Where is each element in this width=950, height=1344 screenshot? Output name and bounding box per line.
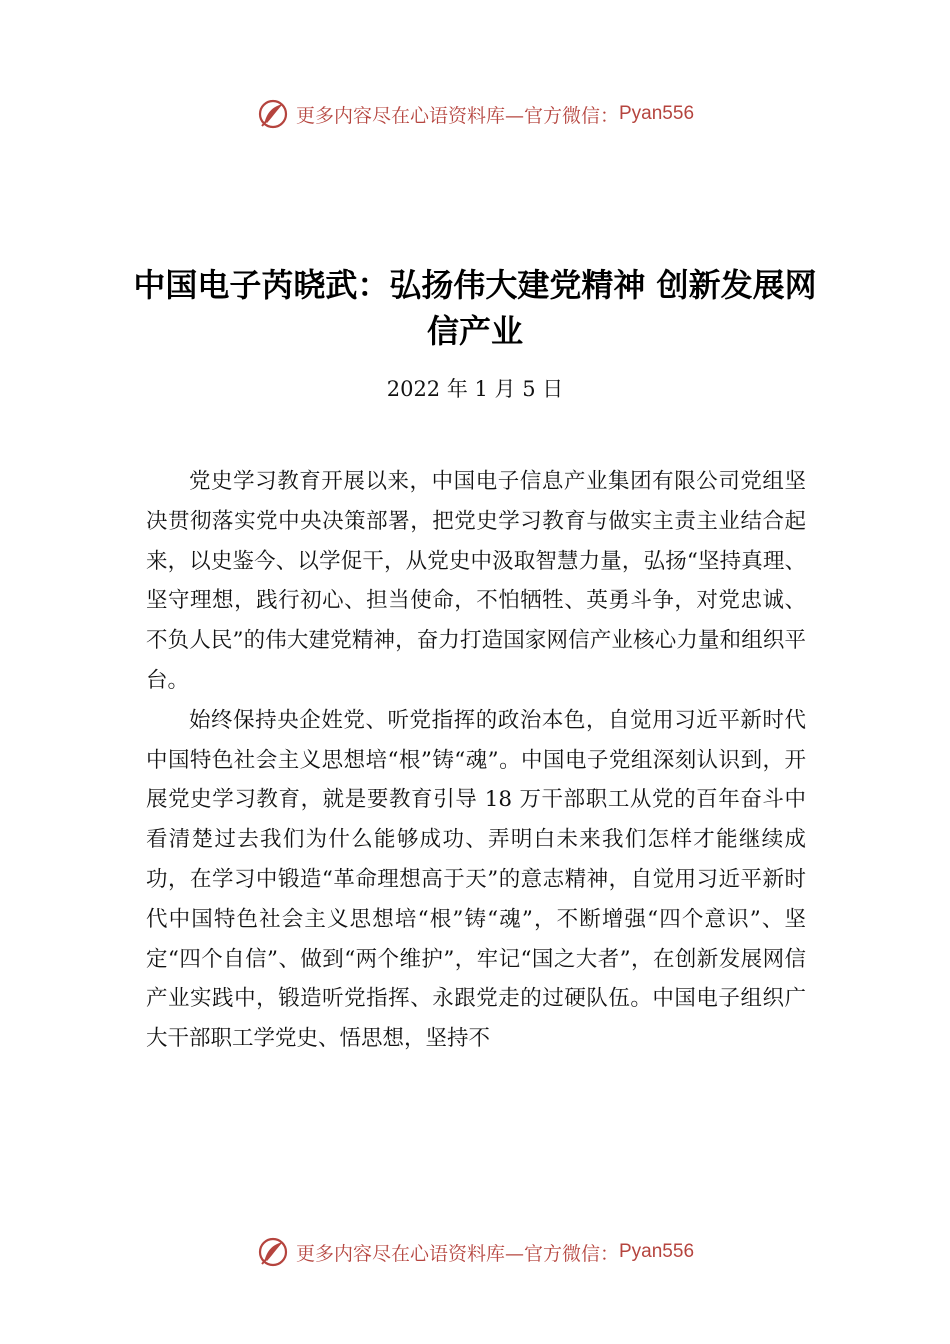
banner-text: 更多内容尽在心语资料库—官方微信： (295, 104, 619, 127)
article-date: 2022 年 1 月 5 日 (386, 377, 564, 401)
wechat-id: Pyan556 (619, 1241, 695, 1262)
paragraph: 党史学习教育开展以来，中国电子信息产业集团有限公司党组坚决贯彻落实党中央决策部署，把党史学习教育与做实主责主业结合起来，以史鉴今、以学促干，从党史中汲取智慧力量，弘扬“坚持真理、坚守理想，践行初心、担当使命，不怕牺牲、英勇斗争，对党忠诚、不负人民”的伟大建党精神，奋力打造国家网信产业核心力量和组织平台。 (146, 469, 806, 693)
logo-icon (256, 97, 290, 131)
wechat-id: Pyan556 (619, 103, 695, 124)
banner-text: 更多内容尽在心语资料库—官方微信： (295, 1242, 619, 1265)
paragraph: 始终保持央企姓党、听党指挥的政治本色，自觉用习近平新时代中国特色社会主义思想培“根”铸“魂”。中国电子党组深刻认识到，开展党史学习教育，就是要教育引导 18 万干部职工从党的百年奋斗中看清楚过去我们为什么能够成功、弄明白未来我们怎样才能继续成功，在学习中锻造“革命理想高于天”的意志精神，自觉用习近平新时代中国特色社会主义思想培“根”铸“魂”，不断增强“四个意识”、坚定“四个自信”、做到“两个维护”，牢记“国之大者”，在创新发展网信产业实践中，锻造听党指挥、永跟党走的过硬队伍。中国电子组织广大干部职工学党史、悟思想，坚持不 (146, 707, 806, 1052)
article-body (146, 462, 806, 1059)
footer-banner (0, 1232, 950, 1272)
article-title: 中国电子芮晓武：弘扬伟大建党精神 创新发展网信产业 (133, 266, 817, 350)
header-banner (0, 94, 950, 134)
logo-icon (256, 1235, 290, 1269)
